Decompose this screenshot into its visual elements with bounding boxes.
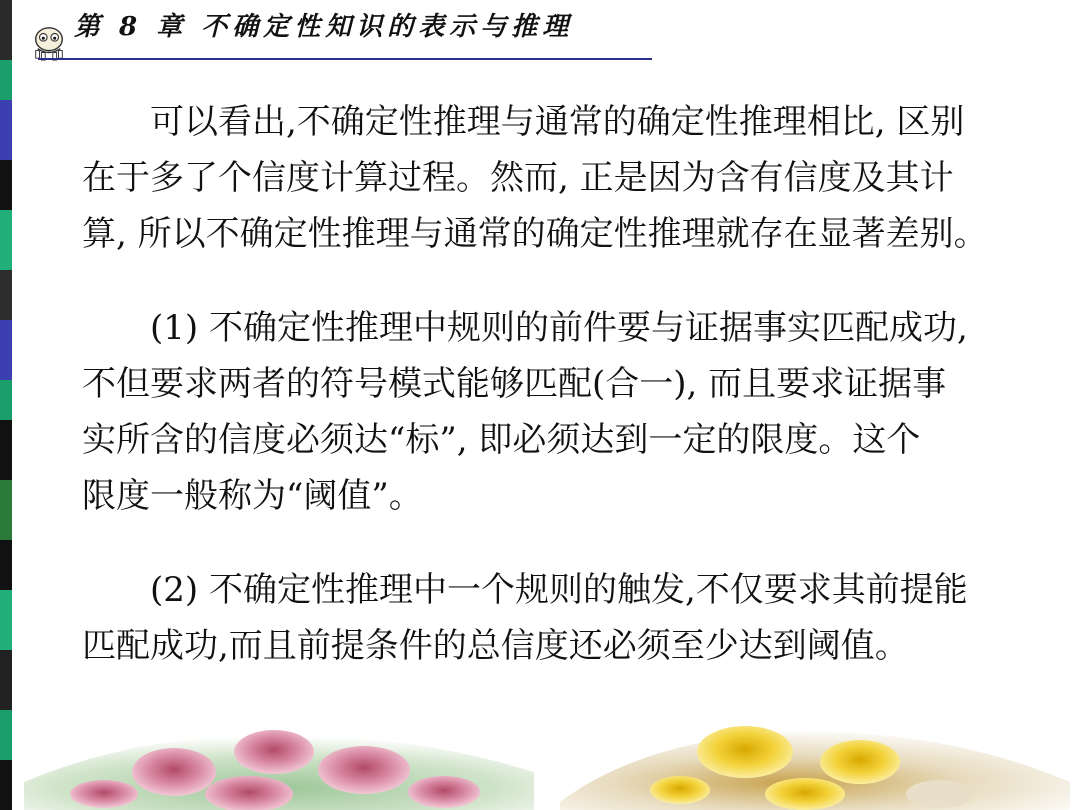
text-line: 限度一般称为“阈值”。	[82, 476, 423, 516]
text-line: 匹配成功,而且前提条件的总信度还必须至少达到阈值。	[82, 626, 909, 666]
paragraph-point-1	[82, 300, 1062, 524]
text-line: (1) 不确定性推理中规则的前件要与证据事实匹配成功,	[150, 308, 968, 348]
text-line: 可以看出,不确定性推理与通常的确定性推理相比, 区别	[150, 102, 965, 142]
paragraph-intro	[82, 94, 1062, 262]
text-line: 算, 所以不确定性推理与通常的确定性推理就存在显著差别。	[82, 214, 988, 254]
text-line: 在于多了个信度计算过程。然而, 正是因为含有信度及其计	[82, 158, 954, 198]
text-line: (2) 不确定性推理中一个规则的触发,不仅要求其前提能	[150, 570, 968, 610]
text-line: 不但要求两者的符号模式能够匹配(合一), 而且要求证据事	[82, 364, 947, 404]
chapter-title: 第 8 章 不确定性知识的表示与推理	[74, 12, 574, 42]
slide-header	[22, 4, 642, 60]
paragraph-point-2	[82, 562, 1062, 674]
left-decorative-strip	[0, 0, 12, 810]
yellow-roses-image	[560, 712, 1070, 810]
text-line: 实所含的信度必须达“标”, 即必须达到一定的限度。这个	[82, 420, 921, 460]
header-divider	[38, 58, 652, 60]
cartoon-mascot-icon	[30, 24, 68, 62]
pink-roses-image	[24, 712, 534, 810]
